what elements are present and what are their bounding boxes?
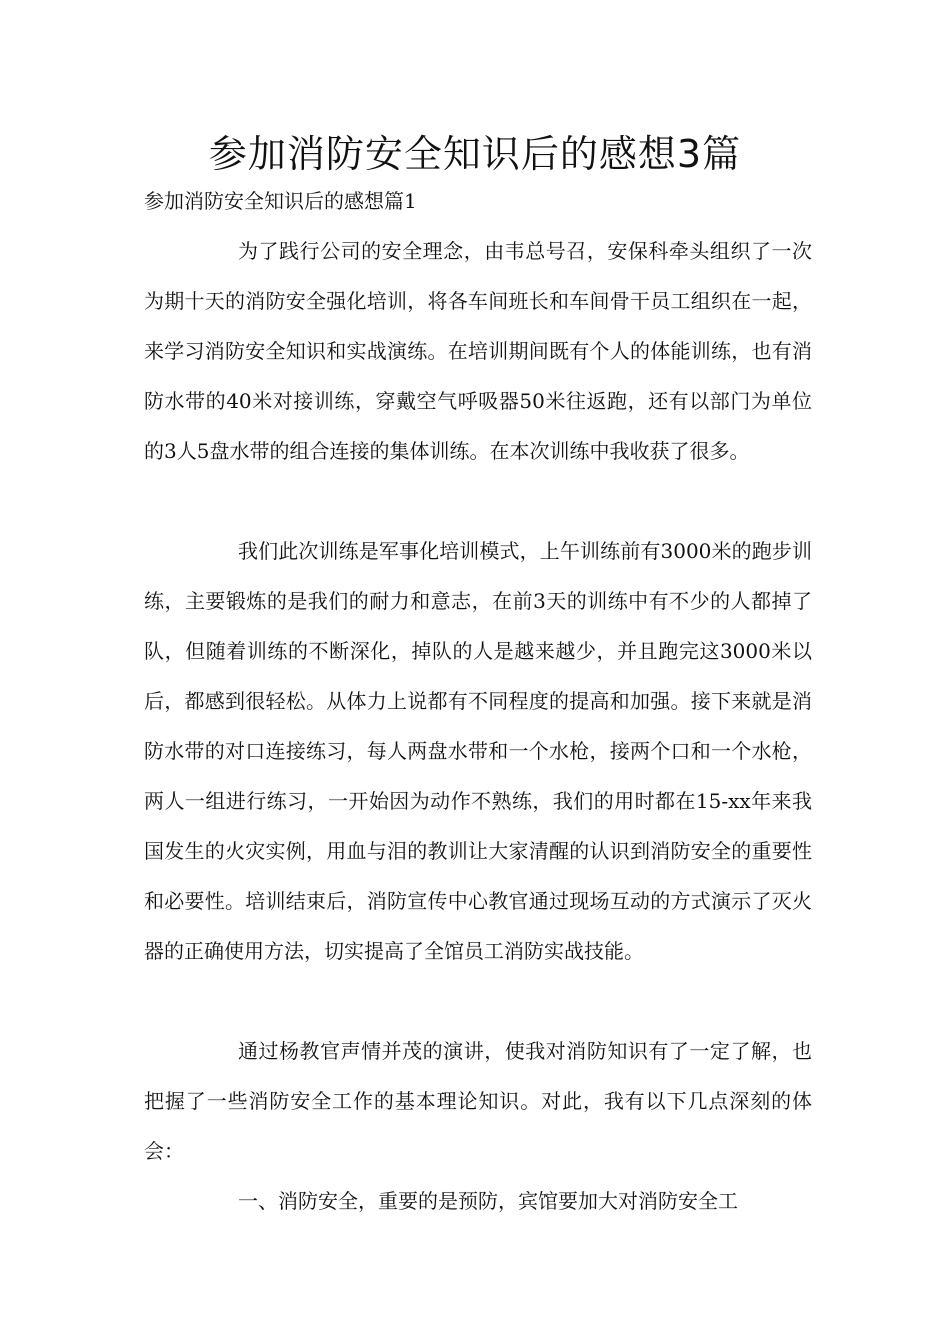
paragraph-2: 我们此次训练是军事化培训模式，上午训练前有3000米的跑步训练，主要锻炼的是我们的耐力和意志，在前3天的训练中有不少的人都掉了队，但随着训练的不断深化，掉队的人是越来越少，并且跑完这3000米以后，都感到很轻松。从体力上说都有不同程度的提高和加强。接下来就是消防水带的对口连接练习，每人两盘水带和一个水枪，接两个口和一个水枪，两人一组进行练习，一开始因为动作不熟练，我们的用时都在15-xx年来我国发生的火灾实例，用血与泪的教训让大家清醒的认识到消防安全的重要性和必要性。培训结束后，消防宣传中心教官通过现场互动的方式演示了灭火器的正确使用方法，切实提高了全馆员工消防实战技能。 bbox=[144, 539, 812, 963]
paragraph-1: 为了践行公司的安全理念，由韦总号召，安保科牵头组织了一次为期十天的消防安全强化培训，将各车间班长和车间骨干员工组织在一起，来学习消防安全知识和实战演练。在培训期间既有个人的体能训练，也有消防水带的40米对接训练，穿戴空气呼吸器50米往返跑，还有以部门为单位的3人5盘水带的组合连接的集体训练。在本次训练中我收获了很多。 bbox=[144, 239, 812, 463]
paragraph-4: 一、消防安全，重要的是预防，宾馆要加大对消防安全工 bbox=[238, 1189, 738, 1213]
section-heading: 参加消防安全知识后的感想篇1 bbox=[144, 189, 417, 213]
document-title: 参加消防安全知识后的感想3篇 bbox=[208, 132, 742, 176]
paragraph-3: 通过杨教官声情并茂的演讲，使我对消防知识有了一定了解，也把握了一些消防安全工作的基本理论知识。对此，我有以下几点深刻的体会： bbox=[144, 1039, 812, 1163]
